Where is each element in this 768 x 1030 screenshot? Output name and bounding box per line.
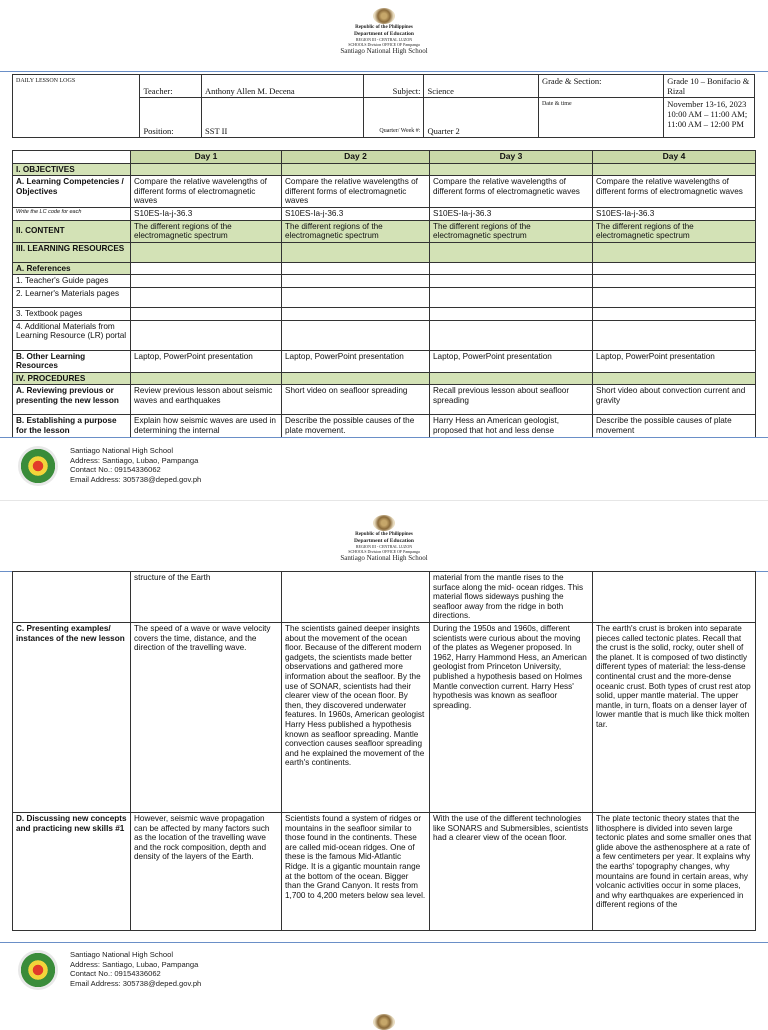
- quarter-value: Quarter 2: [424, 98, 538, 138]
- footer-rule: [0, 437, 768, 438]
- discussing-day3: With the use of the different technologies like SONARS and Submersibles, scientists had a clearer view of the ocean floor.: [430, 812, 593, 930]
- school-logo-icon: [18, 446, 58, 486]
- establishing-day4: Describe the possible causes of plate movement: [593, 415, 756, 437]
- cont-day2: [282, 572, 430, 623]
- procedures-label: IV. PROCEDURES: [13, 372, 131, 385]
- other-day3: Laptop, PowerPoint presentation: [430, 350, 593, 372]
- reviewing-day1: Review previous lesson about seismic waves and earthquakes: [131, 385, 282, 415]
- code-day1: S10ES-Ia-j-36.3: [131, 207, 282, 220]
- footer-email: Email Address: 305738@deped.gov.ph: [70, 978, 202, 988]
- header-rule: [0, 71, 768, 72]
- code-day4: S10ES-Ia-j-36.3: [593, 207, 756, 220]
- lesson-plan-table: [12, 150, 756, 438]
- content-day4: The different regions of the electromagnetic spectrum: [593, 220, 756, 242]
- dll-label: DAILY LESSON LOGS: [13, 75, 140, 98]
- grade-label: Grade & Section:: [538, 75, 663, 98]
- establishing-label: B. Establishing a purpose for the lesson: [13, 415, 131, 437]
- deped-seal-icon: [373, 1014, 395, 1030]
- footer-address: Address: Santiago, Lubao, Pampanga: [70, 959, 199, 969]
- presenting-day4: The earth's crust is broken into separate pieces called tectonic plates. Recall that the crust is the solid, rocky, outer shell of the planet. It is composed of two distinctly different types of material: the less-dense continental crust and the more-dense oceanic crust. Both types of crust rest atop solid, upper mantle material. The upper mantle, in turn, floats on a denser layer of lower mantle that is much like thick molten tar.: [593, 622, 756, 812]
- presenting-day1: The speed of a wave or wave velocity covers the time, distance, and the direction of the travelling wave.: [131, 622, 282, 812]
- discussing-day1: However, seismic wave propagation can be affected by many factors such as the location of the travelling wave and the rock composition, depth and density of the layers of the Earth.: [131, 812, 282, 930]
- other-day4: Laptop, PowerPoint presentation: [593, 350, 756, 372]
- code-day2: S10ES-Ia-j-36.3: [282, 207, 430, 220]
- grade-value: Grade 10 – Bonifacio & Rizal: [664, 75, 755, 98]
- dll-blank: [13, 98, 140, 138]
- day-2-header: Day 2: [282, 151, 430, 164]
- page1-footer: [18, 446, 418, 486]
- establishing-day3: Harry Hess an American geologist, proposed that hot and less dense: [430, 415, 593, 437]
- page2-letterhead: [0, 515, 768, 562]
- other-day1: Laptop, PowerPoint presentation: [131, 350, 282, 372]
- teacher-label: Teacher:: [140, 75, 202, 98]
- reviewing-day4: Short video about convection current and gravity: [593, 385, 756, 415]
- textbook-pages-label: 3. Textbook pages: [13, 307, 131, 320]
- footer-address: Address: Santiago, Lubao, Pampanga: [70, 455, 199, 465]
- content-day3: The different regions of the electromagnetic spectrum: [430, 220, 593, 242]
- content-label: II. CONTENT: [13, 220, 131, 242]
- page-separator: [0, 500, 768, 501]
- content-day1: The different regions of the electromagnetic spectrum: [131, 220, 282, 242]
- reviewing-day2: Short video on seafloor spreading: [282, 385, 430, 415]
- additional-materials-label: 4. Additional Materials from Learning Resource (LR) portal: [13, 320, 131, 350]
- subject-value: Science: [424, 75, 538, 98]
- deped-seal-icon: [373, 8, 395, 24]
- lm-pages-label: 2. Learner's Materials pages: [13, 287, 131, 307]
- lesson-info-table: [12, 74, 755, 138]
- content-day2: The different regions of the electromagnetic spectrum: [282, 220, 430, 242]
- presenting-day2: The scientists gained deeper insights about the movement of the ocean floor. Because of the different modern gadgets, the scientists made better observations and gathered more information about the seafloor. By the use of SONAR, scientists had their clearer view of the ocean floor. By then, they discovered underwater features. In 1960s, American geologist Harry Hess published a hypothesis known as seafloor spreading. Mantle convection causes seafloor spreading and he explained the movement of the earth's continents.: [282, 622, 430, 812]
- subject-label: Subject:: [364, 75, 424, 98]
- discussing-day2: Scientists found a system of ridges or mountains in the seafloor similar to those found in the continents. These are called mid-ocean ridges. One of these is the famous Mid-Atlantic Ridge. It is a gigantic mountain range at the bottom of the ocean. Bigger than the Grand Canyon. It rests from 1,700 to 4,200 meters below sea level.: [282, 812, 430, 930]
- reviewing-label: A. Reviewing previous or presenting the new lesson: [13, 385, 131, 415]
- region-text: REGION III - CENTRAL LUZON: [355, 37, 413, 42]
- other-day2: Laptop, PowerPoint presentation: [282, 350, 430, 372]
- date-label: Date & time: [538, 98, 663, 138]
- establishing-day2: Describe the possible causes of the plate movement.: [282, 415, 430, 437]
- competency-day2: Compare the relative wavelengths of different forms of electromagnetic waves: [282, 176, 430, 208]
- discussing-label: D. Discussing new concepts and practicing new skills #1: [13, 812, 131, 930]
- footer-school: Santiago National High School: [70, 446, 174, 455]
- school-name: Santiago National High School: [340, 47, 428, 55]
- day-4-header: Day 4: [593, 151, 756, 164]
- discussing-day4: The plate tectonic theory states that the lithosphere is divided into seven large tectonic plates and some smaller ones that glide above the asthenosphere at a rate of a few centimeters per year. It explains why the earths' topography changes, why mountains are found in certain areas, why volcanic activities occur in some places, and why earthquakes are experienced in different regions of the: [593, 812, 756, 930]
- references-label: A. References: [13, 262, 131, 275]
- learning-resources-label: III. LEARNING RESOURCES: [13, 242, 131, 262]
- department-text: Department of Education: [354, 31, 414, 37]
- department-text: Department of Education: [354, 538, 414, 544]
- page2-footer: [18, 950, 418, 990]
- division-text: SCHOOLS Division OFFICE OF Pampanga: [348, 42, 420, 47]
- objectives-label: I. OBJECTIVES: [13, 163, 131, 176]
- presenting-day3: During the 1950s and 1960s, different scientists were curious about the moving of the plates as Wegener proposed. In 1962, Harry Hammond Hess, an American geologist from Princeton University, published a hypothesis based on Holmes Mantle convection current. Harry Hess' hypothesis was known as seafloor spreading.: [430, 622, 593, 812]
- competency-day4: Compare the relative wavelengths of different forms of electromagnetic waves: [593, 176, 756, 208]
- cont-day4: [593, 572, 756, 623]
- competency-day3: Compare the relative wavelengths of different forms of electromagnetic waves: [430, 176, 593, 208]
- lesson-plan-table-cont: [12, 571, 756, 931]
- other-resources-label: B. Other Learning Resources: [13, 350, 131, 372]
- region-text: REGION III - CENTRAL LUZON: [355, 544, 413, 549]
- presenting-label: C. Presenting examples/ instances of the new lesson: [13, 622, 131, 812]
- lc-note: Write the LC code for each: [13, 207, 131, 220]
- footer-school: Santiago National High School: [70, 950, 174, 959]
- school-logo-icon: [18, 950, 58, 990]
- republic-text: Republic of the Philippines: [355, 532, 413, 537]
- footer-contact: Contact No.: 09154336062: [70, 969, 161, 979]
- cont-day3: material from the mantle rises to the surface along the mid- ocean ridges. This material flows sideways pushing the seafloor away from the ridge in both directions.: [430, 572, 593, 623]
- footer-email: Email Address: 305738@deped.gov.ph: [70, 474, 202, 484]
- deped-seal-icon: [373, 515, 395, 531]
- competency-day1: Compare the relative wavelengths of different forms of electromagnetic waves: [131, 176, 282, 208]
- date-value: November 13-16, 2023 10:00 AM – 11:00 AM; 11:00 AM – 12:00 PM: [664, 98, 755, 138]
- tg-pages-label: 1. Teacher's Guide pages: [13, 275, 131, 288]
- establishing-day1: Explain how seismic waves are used in determining the internal: [131, 415, 282, 437]
- school-name: Santiago National High School: [340, 554, 428, 562]
- page1-letterhead: [0, 8, 768, 55]
- cont-day1: structure of the Earth: [131, 572, 282, 623]
- day-1-header: Day 1: [131, 151, 282, 164]
- teacher-value: Anthony Allen M. Decena: [202, 75, 364, 98]
- cont-label: [13, 572, 131, 623]
- position-label: Position:: [140, 98, 202, 138]
- division-text: SCHOOLS Division OFFICE OF Pampanga: [348, 549, 420, 554]
- blank-header: [13, 151, 131, 164]
- footer-rule: [0, 942, 768, 943]
- footer-contact: Contact No.: 09154336062: [70, 465, 161, 475]
- reviewing-day3: Recall previous lesson about seafloor spreading: [430, 385, 593, 415]
- code-day3: S10ES-Ia-j-36.3: [430, 207, 593, 220]
- competencies-label: A. Learning Competencies / Objectives: [13, 176, 131, 208]
- republic-text: Republic of the Philippines: [355, 25, 413, 30]
- position-value: SST II: [202, 98, 364, 138]
- quarter-label: Quarter/ Week #:: [364, 98, 424, 138]
- day-3-header: Day 3: [430, 151, 593, 164]
